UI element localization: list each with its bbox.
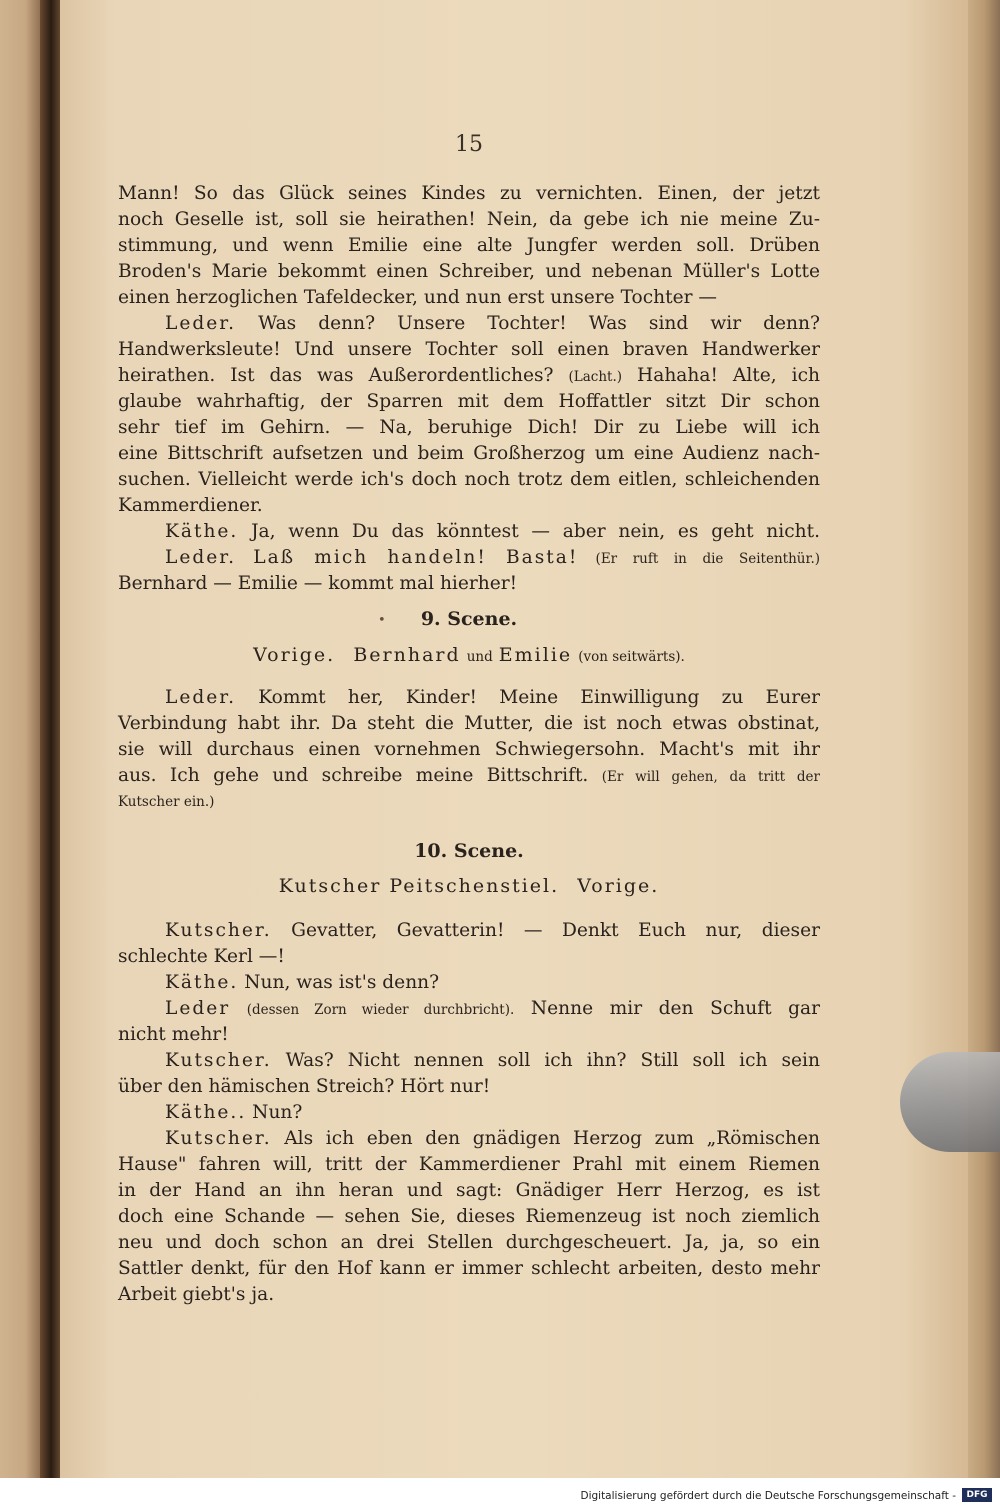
dialogue-line [118,1100,820,1126]
scene-heading: 10. Scene. [414,840,524,862]
funding-notice: Digitalisierung gefördert durch die Deutsche Forschungsgemeinschaft - [580,1490,956,1502]
text-line: doch eine Schande — sehen Sie, dieses Riemenzeug ist noch ziemlich [118,1206,820,1227]
text-line: Hause" fahren will, tritt der Kammerdiener Prahl mit einem Riemen [118,1154,820,1175]
speaker-name: Leder [165,998,231,1019]
dialogue-text: Was? Nicht nennen soll ich ihn? Still soll ich sein [285,1050,820,1071]
dialogue-text: Nenne mir den Schuft gar [530,998,820,1019]
page-number: 15 [455,132,483,157]
text-line: Verbindung habt ihr. Da steht die Mutter, die ist noch etwas obstinat, [118,713,820,734]
text-line [118,363,820,390]
text-line: einen herzoglichen Tafeldecker, und nun erst unsere Tochter — [118,287,718,308]
cast-name: Emilie [498,644,573,666]
text-line: noch Geselle ist, soll sie heirathen! Nein, da gebe ich nie meine Zu- [118,209,820,230]
dialogue-text: Was denn? Unsere Tochter! Was sind wir denn? [258,313,820,334]
text-line: eine Bittschrift aufsetzen und beim Großherzog um eine Audienz nach- [118,443,820,464]
text-line [118,763,820,790]
text-line: Bernhard — Emilie — kommt mal hierher! [118,573,518,594]
text-line: neu und doch schon an drei Stellen durchgescheuert. Ja, ja, so ein [118,1232,820,1253]
text-line: Kammerdiener. [118,495,263,516]
dialogue-line [118,685,820,711]
stage-direction: Kutscher ein.) [118,794,215,810]
speaker-name: Kutscher. [165,1050,272,1071]
stage-direction: (von seitwärts). [578,649,685,665]
stage-direction: (Lacht.) [568,369,623,385]
cast-name: Vorige. [253,644,336,666]
dialogue-line [118,918,820,944]
dialogue-text: heirathen. Ist das was Außerordentliches? [118,365,554,386]
text-line: nicht mehr! [118,1024,229,1045]
dialogue-text: Ja, wenn Du das könntest — aber nein, es geht nicht. [251,521,820,542]
text-line: Mann! So das Glück seines Kindes zu vernichten. Einen, der jetzt [118,183,820,204]
text-line: Arbeit giebt's ja. [118,1284,275,1305]
scene-cast [118,873,820,899]
dialogue-text: Kommt her, Kinder! Meine Einwilligung zu Eurer [258,687,820,708]
cast-name: Kutscher Peitschenstiel. [278,875,560,897]
stage-direction: (Er ruft in die Seitenthür.) [595,551,820,567]
text-line: Handwerksleute! Und unsere Tochter soll einen braven Handwerker [118,339,820,360]
page-edge-right [968,0,1000,1478]
dialogue-line [118,545,820,572]
dialogue-text: aus. Ich gehe und schreibe meine Bittschrift. [118,765,589,786]
speaker-name: Käthe. [165,521,239,542]
speaker-name: Leder. [165,547,237,568]
speaker-name: Kutscher. [165,920,272,941]
print-speck: • [378,613,386,628]
speaker-name: Leder. [165,313,237,334]
text-line: sehr tief im Gehirn. — Na, beruhige Dich! Dir zu Liebe will ich [118,417,820,438]
text-line: in der Hand an ihn heran und sagt: Gnädiger Herr Herzog, es ist [118,1180,820,1201]
text-line: sie will durchaus einen vornehmen Schwiegersohn. Macht's mit ihr [118,739,820,760]
dfg-logo: DFG [962,1488,992,1502]
dialogue-line [118,1126,820,1152]
dialogue-text: Nun? [252,1102,303,1123]
dialogue-line [118,1048,820,1074]
text-line: suchen. Vielleicht werde ich's doch noch trotz dem eitlen, schleichenden [118,469,820,490]
speaker-name: Leder. [165,687,237,708]
cast-name: Vorige. [577,875,660,897]
book-spine [40,0,62,1509]
dialogue-line [118,311,820,337]
scene-cast [118,642,820,670]
cast-name: Bernhard [353,644,461,666]
dialogue-text: Hahaha! Alte, ich [637,365,820,386]
text-line: Broden's Marie bekommt einen Schreiber, und nebenan Müller's Lotte [118,261,820,282]
text-line: Sattler denkt, für den Hof kann er immer schlecht arbeiten, desto mehr [118,1258,820,1279]
dialogue-text: Laß mich handeln! Basta! [253,547,579,568]
stage-direction: (dessen Zorn wieder durchbricht). [246,1002,515,1018]
speaker-name: Kutscher. [165,1128,272,1149]
dialogue-text: Nun, was ist's denn? [244,972,440,993]
speaker-name: Käthe.. [165,1102,247,1123]
scene-heading: 9. Scene. [420,608,518,630]
stage-direction: (Er will gehen, da tritt der [601,769,820,785]
text-line: schlechte Kerl —! [118,946,285,967]
text-line: stimmung, und wenn Emilie eine alte Jungfer werden soll. Drüben [118,235,820,256]
dialogue-text: Als ich eben den gnädigen Herzog zum „Römischen [284,1128,820,1149]
text-line: über den hämischen Streich? Hört nur! [118,1076,491,1097]
speaker-name: Käthe. [165,972,239,993]
cast-conjunction: und [466,649,493,665]
dialogue-text: Gevatter, Gevatterin! — Denkt Euch nur, dieser [291,920,820,941]
dialogue-line [118,970,820,996]
dialogue-line [118,519,820,545]
page-clip-tab [900,1052,1000,1152]
left-page-edge [0,0,42,1509]
text-line: glaube wahrhaftig, der Sparren mit dem Hoffattler sitzt Dir schon [118,391,820,412]
dialogue-line [118,996,820,1023]
